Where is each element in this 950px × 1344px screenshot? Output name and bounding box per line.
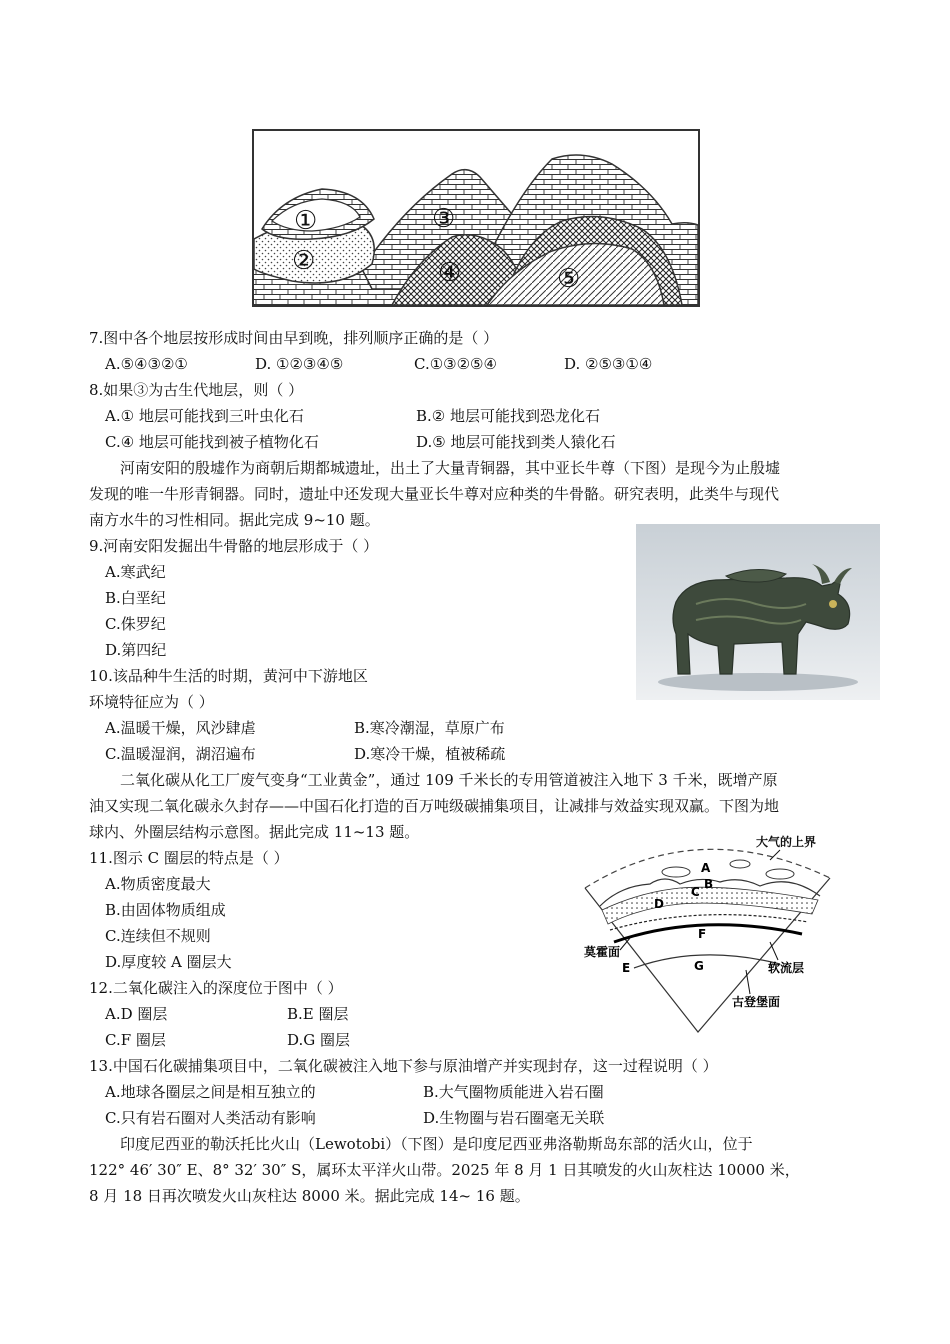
q12-option-d: D.G 圈层 [287,1031,351,1049]
label-a: A [701,861,711,875]
question-7-stem: 7.图中各个地层按形成时间由早到晚，排列顺序正确的是（ ） [89,329,499,347]
question-9-stem: 9.河南安阳发掘出牛骨骼的地层形成于（ ） [89,537,379,555]
q11-option-b: B.由固体物质组成 [105,901,226,919]
q7-option-c: C.①③②⑤④ [414,355,497,373]
passage-1-line-1: 河南安阳的殷墟作为商朝后期都城遗址，出土了大量青铜器，其中亚长牛尊（下图）是现今为止殷墟 [120,459,781,477]
q8-option-a: A.① 地层可能找到三叶虫化石 [105,407,304,425]
question-10-stem-line-2: 环境特征应为（ ） [89,693,214,711]
label-b: B [704,877,714,891]
stratum-label-2: ② [292,246,316,276]
earth-spheres-diagram [580,826,850,1036]
label-asthenosphere: 软流层 [768,961,805,975]
label-g: G [694,959,704,973]
q7-option-d: D. ②⑤③①④ [564,355,653,373]
stratum-label-1: ① [294,206,318,236]
q8-option-b: B.② 地层可能找到恐龙化石 [416,407,601,425]
q12-option-a: A.D 圈层 [105,1005,168,1023]
q11-option-c: C.连续但不规则 [105,927,211,945]
strata-diagram [252,129,700,307]
q13-option-c: C.只有岩石圈对人类活动有影响 [105,1109,316,1127]
q11-option-a: A.物质密度最大 [105,875,211,893]
q9-option-b: B.白垩纪 [105,589,166,607]
question-10-stem-line-1: 10.该品种牛生活的时期，黄河中下游地区 [89,667,368,685]
passage-2-line-1: 二氧化碳从化工厂废气变身“工业黄金”，通过 109 千米长的专用管道被注入地下 3 千米，既增产原 [120,771,778,789]
passage-2-line-3: 球内、外圈层结构示意图。据此完成 11~13 题。 [89,823,420,841]
bronze-ox-zun-photo [636,524,880,700]
label-atmosphere-top: 大气的上界 [756,835,817,849]
q12-option-b: B.E 圈层 [287,1005,349,1023]
q10-option-a: A.温暖干燥，风沙肆虐 [105,719,256,737]
question-11-stem: 11.图示 C 圈层的特点是（ ） [89,849,289,867]
passage-1-line-2: 发现的唯一牛形青铜器。同时，遗址中还发现大量亚长牛尊对应种类的牛骨骼。研究表明，此类牛与现代 [89,485,780,503]
q7-option-b: D. ①②③④⑤ [255,355,344,373]
passage-3-line-1: 印度尼西亚的勒沃托比火山（Lewotobi）（下图）是印度尼西亚弗洛勒斯岛东部的活火山，位于 [120,1135,753,1153]
label-f: F [698,927,707,941]
label-c: C [691,885,700,899]
stratum-label-5: ⑤ [557,264,581,294]
q8-option-d: D.⑤ 地层可能找到类人猿化石 [416,433,616,451]
q12-option-c: C.F 圈层 [105,1031,166,1049]
q9-option-d: D.第四纪 [105,641,167,659]
passage-3-line-3: 8 月 18 日再次喷发火山灰柱达 8000 米。据此完成 14~ 16 题。 [89,1187,530,1205]
passage-1-line-3: 南方水牛的习性相同。据此完成 9~10 题。 [89,511,380,529]
question-12-stem: 12.二氧化碳注入的深度位于图中（ ） [89,979,343,997]
stratum-label-4: ④ [438,258,462,288]
label-e: E [622,961,631,975]
q9-option-a: A.寒武纪 [105,563,166,581]
q10-option-b: B.寒冷潮湿，草原广布 [354,719,505,737]
q9-option-c: C.侏罗纪 [105,615,166,633]
bronze-ox-illustration [636,524,880,700]
label-gutenberg: 古登堡面 [732,995,781,1009]
passage-3-line-2: 122° 46′ 30″ E、8° 32′ 30″ S，属环太平洋火山带。2025 年 8 月 1 日其喷发的火山灰柱达 10000 米， [89,1161,800,1179]
q10-option-c: C.温暖湿润，湖沼遍布 [105,745,256,763]
question-13-stem: 13.中国石化碳捕集项目中，二氧化碳被注入地下参与原油增产并实现封存，这一过程说明（ ） [89,1057,718,1075]
q8-option-c: C.④ 地层可能找到被子植物化石 [105,433,319,451]
passage-2-line-2: 油又实现二氧化碳永久封存——中国石化打造的百万吨级碳捕集项目，让减排与效益实现双赢。下图为地 [89,797,780,815]
q13-option-b: B.大气圈物质能进入岩石圈 [423,1083,604,1101]
q7-option-a: A.⑤④③②① [105,355,188,373]
label-d: D [654,897,664,911]
question-8-stem: 8.如果③为古生代地层，则（ ） [89,381,304,399]
label-moho: 莫霍面 [584,945,621,959]
stratum-label-3: ③ [432,204,456,234]
q11-option-d: D.厚度较 A 圈层大 [105,953,232,971]
q10-option-d: D.寒冷干燥，植被稀疏 [354,745,506,763]
q13-option-a: A.地球各圈层之间是相互独立的 [105,1083,316,1101]
q13-option-d: D.生物圈与岩石圈毫无关联 [423,1109,605,1127]
